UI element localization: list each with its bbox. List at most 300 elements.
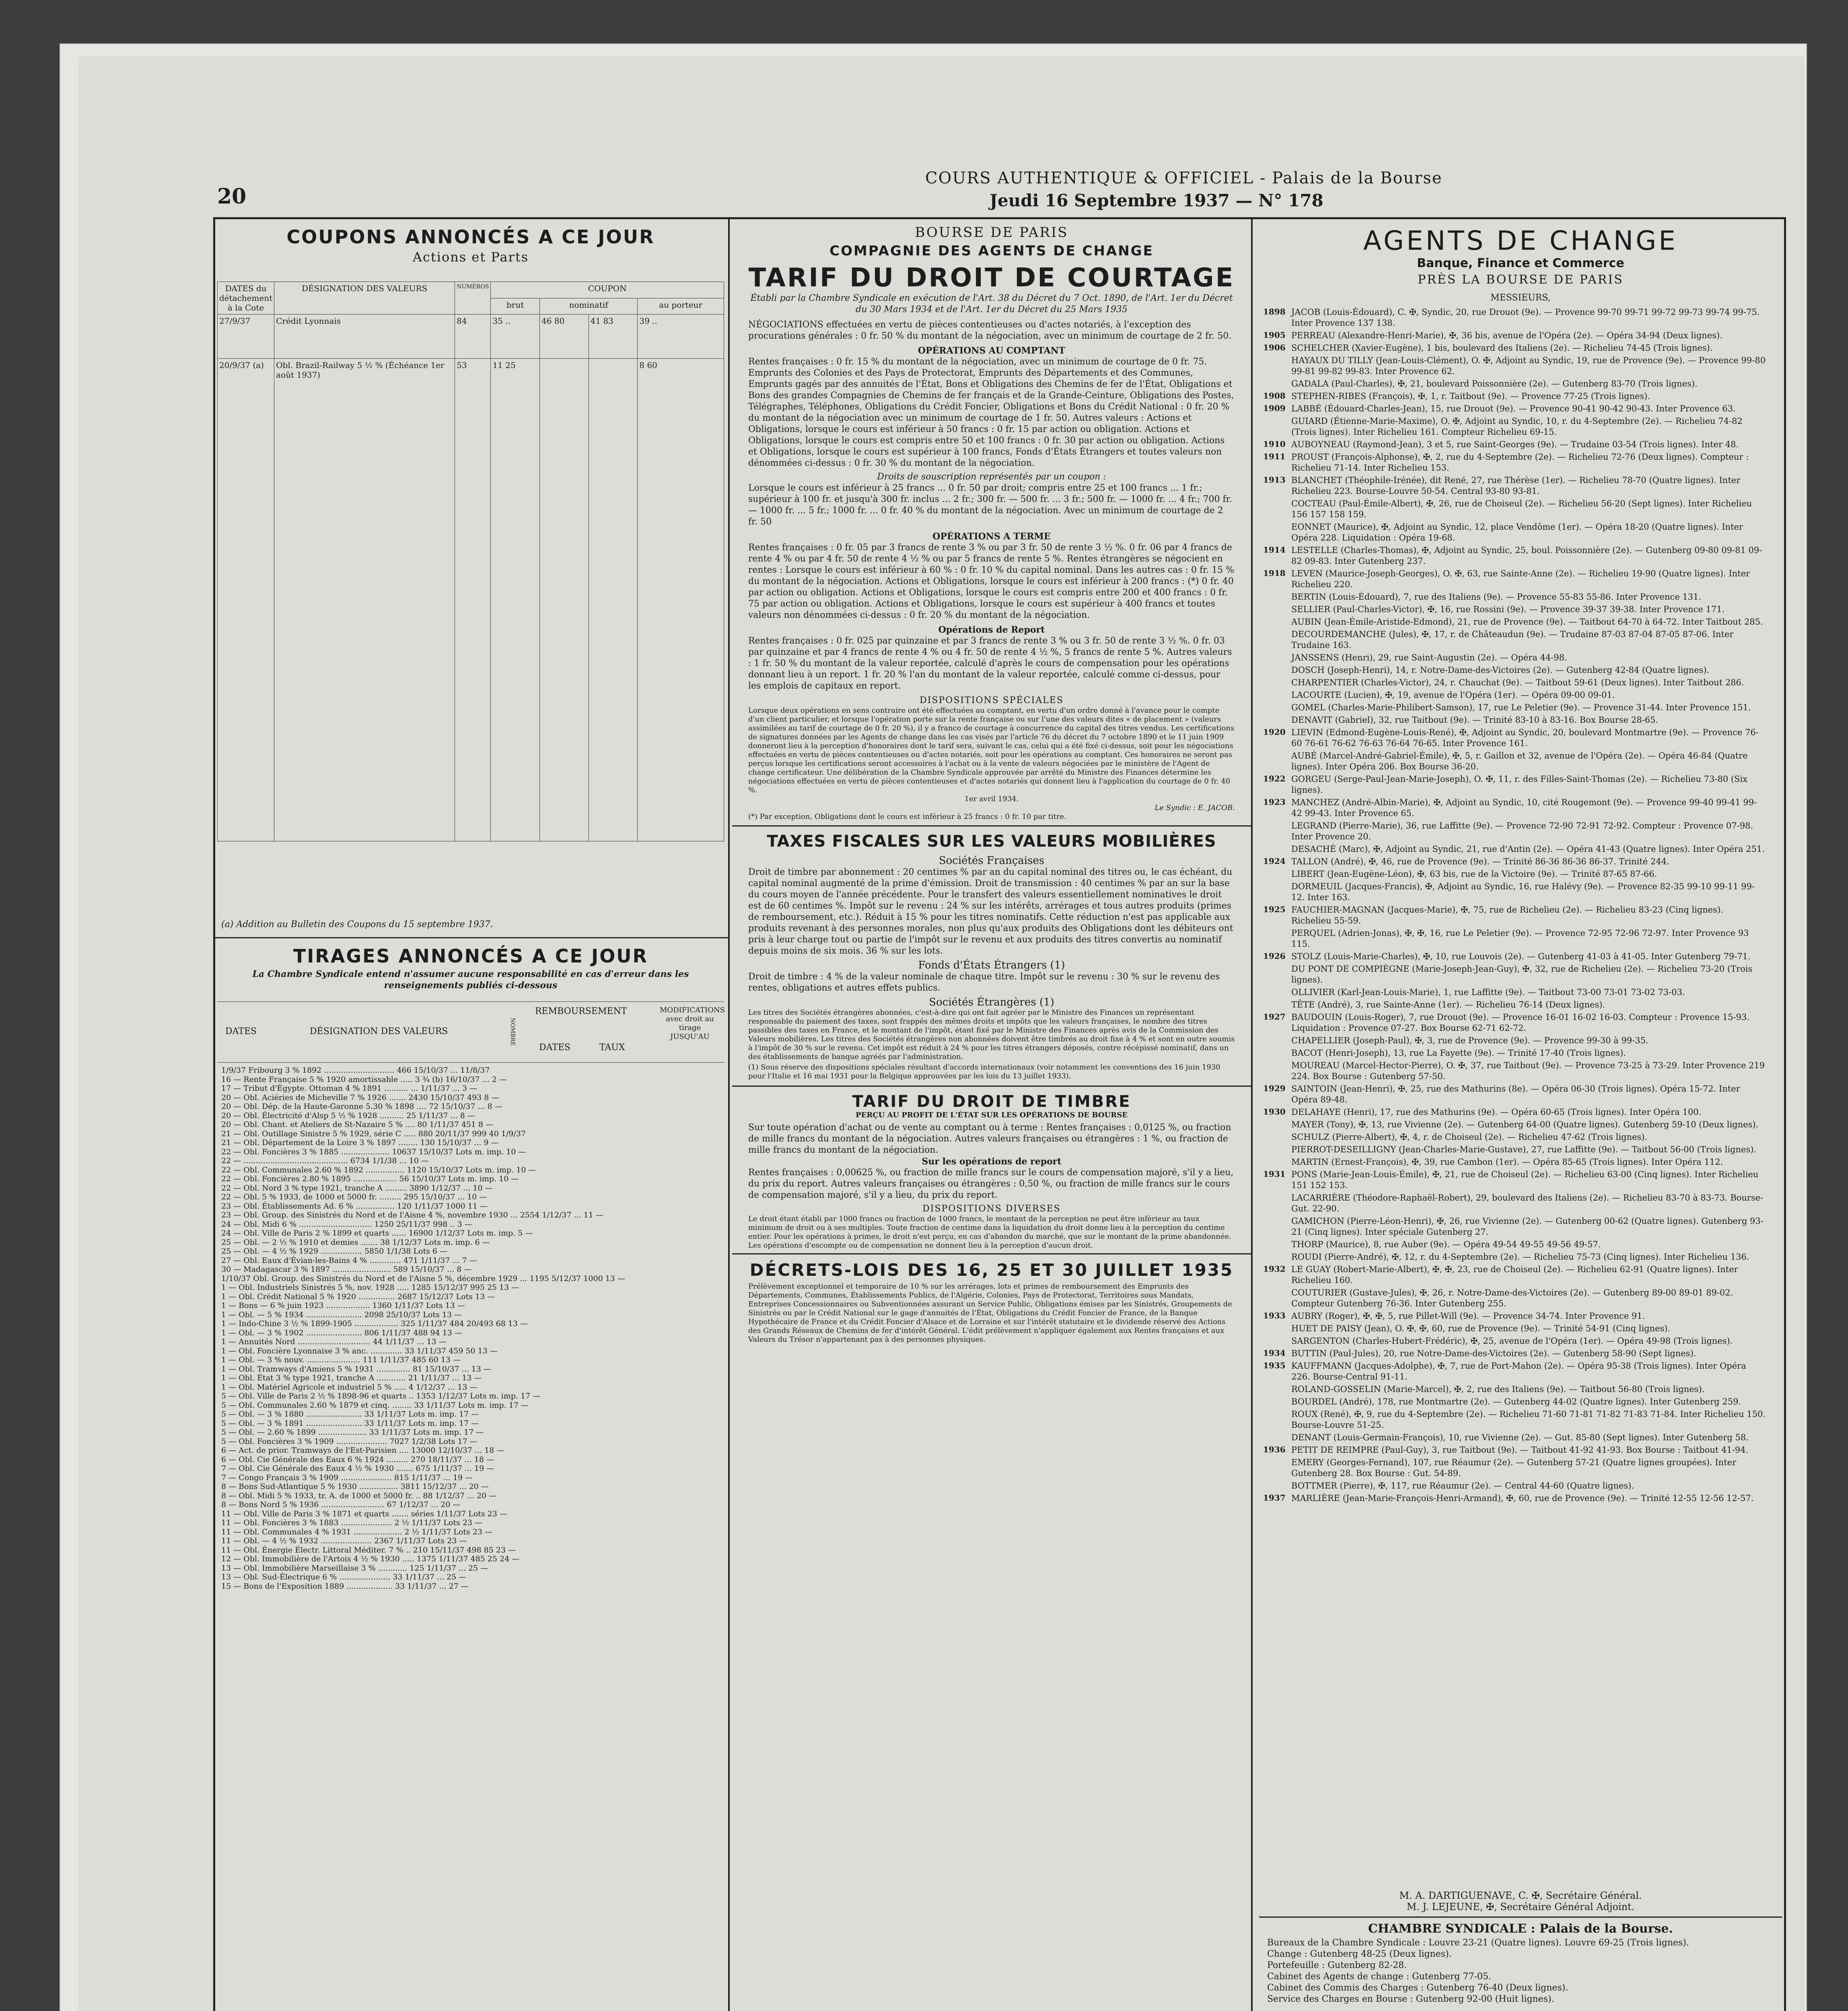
op-terme-title: OPÉRATIONS A TERME <box>932 531 1051 542</box>
agent-text: HAYAUX DU TILLY (Jean-Louis-Clément), O. ✠, Adjoint au Syndic, 19, rue de Provence (9e). — Provence 99-80 99-81 99-82 99-83. Inter Provence 62. <box>1291 356 1766 376</box>
agent-text: PERQUEL (Adrien-Jonas), ✠, ✠, 16, rue Le Peletier (9e). — Provence 72-95 72-96 72-97. Inter Provence 93 115. <box>1291 928 1749 949</box>
agent-text: MANCHEZ (André-Albin-Marie), ✠, Adjoint au Syndic, 10, cité Rougemont (9e). — Provence 99-40 99-41 99-42 99-43. Inter Provence 65. <box>1291 798 1757 818</box>
agent-text: PETIT DE REIMPRE (Paul-Guy), 3, rue Taitbout (9e). — Taitbout 41-92 41-93. Box Bourse : Taitbout 41-94. <box>1291 1445 1749 1455</box>
agents-secretaire-adj: M. J. LEJEUNE, ✠, Secrétaire Général Adjoint. <box>1406 1901 1635 1912</box>
coupon-name: Obl. Brazil-Railway 5 ½ % (Échéance 1er août 1937) <box>274 359 455 841</box>
agent-entry <box>1291 928 1766 950</box>
agent-text: BUTTIN (Paul-Jules), 20, rue Notre-Dame-des-Victoires (2e). — Gutenberg 58-90 (Sept lignes). <box>1291 1349 1696 1358</box>
agent-text: GAMICHON (Pierre-Léon-Henri), ✠, 26, rue Vivienne (2e). — Gutenberg 00-62 (Quatre lignes). Gutenberg 93-21 (Cinq lignes). Inter spéciale Gutenberg 27. <box>1291 1216 1764 1237</box>
agent-text: FAUCHIER-MAGNAN (Jacques-Marie), ✠, 75, rue de Richelieu (2e). — Richelieu 83-23 (Cinq lignes). Richelieu 55-59. <box>1291 905 1723 925</box>
agent-entry <box>1291 1396 1766 1407</box>
agent-year: 1909 <box>1263 403 1286 413</box>
agent-entry <box>1263 951 1766 962</box>
timbre-subtitle: PERÇU AU PROFIT DE L'ÉTAT SUR LES OPÉRATIONS DE BOURSE <box>856 1111 1128 1119</box>
tirage-row: 1 — Bons — 6 % juin 1923 .................. 1360 1/11/37 Lots 13 — <box>221 1301 465 1310</box>
tirage-row: 22 — Obl. Nord 3 % type 1921, tranche A ......... 3890 1/12/37 ... 10 — <box>221 1183 493 1193</box>
coupons-subtitle: Actions et Parts <box>412 249 529 265</box>
tirage-row: 1 — Annuités Nord .............................. 44 1/11/37 ... 13 — <box>221 1337 447 1346</box>
agent-entry <box>1263 797 1766 819</box>
agent-entry <box>1291 1287 1766 1309</box>
agent-year: 1908 <box>1263 391 1286 401</box>
tirage-row: 13 — Obl. Immobilière Marseillaise 3 % ............ 125 1/11/37 ... 25 — <box>221 1563 488 1573</box>
coupons-title: COUPONS ANNONCÉS A CE JOUR <box>286 226 655 248</box>
agent-text: AUBIN (Jean-Émile-Aristide-Edmond), 21, rue de Provence (9e). — Taitbout 64-70 à 64-72. Inter Taitbout 285. <box>1291 617 1763 627</box>
timbre-text: Sur toute opération d'achat ou de vente au comptant ou à terme : Rentes françaises : 0,0125 %, ou fraction de mille francs du montant de la négociation. Autres valeurs françaises ou étrangères : 1 %, ou fraction de mille francs du montant de la négociation. <box>748 1123 1231 1155</box>
dispositions-title: DISPOSITIONS SPÉCIALES <box>920 695 1064 705</box>
coupon-name: Crédit Lyonnais <box>274 315 455 359</box>
taxes-note: (1) Sous réserve des dispositions spéciales résultant d'accords internationaux (voir notamment les conventions des 16 juin 1930 pour l'Italie et 16 mai 1931 pour la Belgique approuvées par les lois du 13 juillet 1933). <box>748 1063 1220 1080</box>
agent-year: 1910 <box>1263 439 1286 449</box>
agent-entry <box>1291 1193 1766 1214</box>
agent-text: BOURDEL (André), 178, rue Montmartre (2e). — Gutenberg 44-02 (Quatre lignes). Inter Gutenberg 259. <box>1291 1397 1741 1406</box>
decrets-title: DÉCRETS-LOIS DES 16, 25 ET 30 JUILLET 1935 <box>749 1260 1234 1280</box>
agent-entry <box>1291 869 1766 880</box>
agent-entry <box>1291 844 1766 855</box>
agent-text: DORMEUIL (Jacques-Francis), ✠, Adjoint au Syndic, 16, rue Halévy (9e). — Provence 82-35 99-10 99-11 99-12. Inter 163. <box>1291 882 1755 902</box>
coupon-nom <box>540 359 589 841</box>
agent-text: LESTELLE (Charles-Thomas), ✠, Adjoint au Syndic, 25, boul. Poissonnière (2e). — Gutenberg 09-80 09-81 09-82 09-83. Inter Gutenberg 237. <box>1291 545 1762 566</box>
agent-entry <box>1291 1480 1766 1491</box>
agent-text: ROUDI (Pierre-André), ✠, 12, r. du 4-Septembre (2e). — Richelieu 75-73 (Cinq lignes). Inter Richelieu 136. <box>1291 1252 1749 1262</box>
agent-year: 1935 <box>1263 1361 1286 1370</box>
agent-text: AUBÉ (Marcel-André-Gabriel-Émile), ✠, 5, r. Gaillon et 32, avenue de l'Opéra (2e). — Opéra 46-84 (Quatre lignes). Inter Opéra 206. Box Bourse 36-20. <box>1291 751 1748 771</box>
agent-entry <box>1263 1311 1766 1322</box>
taxes-title: TAXES FISCALES SUR LES VALEURS MOBILIÈRES <box>767 832 1216 851</box>
agent-year: 1933 <box>1263 1311 1286 1320</box>
agent-entry <box>1263 1012 1766 1034</box>
taxes-societes-fr-text: Droit de timbre par abonnement : 20 centimes % par an du capital nominal des titres ou, le cas échéant, du capital nominal augmenté de la prime d'émission. Droit de transmission : 40 centimes % par an sur la base du cours moyen de l'année précédente. Pour le transfert des valeurs essentiellement nominatives le droit est de 60 centimes %. Impôt sur le revenu : 24 % sur les intérêts, arrérages et tous autres produits (primes de remboursement, etc.). Réduit à 15 % pour les titres nominatifs. Cette réduction n'est pas applicable aux produits revenant à des personnes morales, non plus qu'aux produits des Obligations dont les débiteurs ont pris à leur charge tout ou partie de l'impôt sur le revenu et aux produits des titres convertis au nominatif depuis moins de six mois. 36 % sur les lots. <box>748 867 1233 956</box>
agent-text: KAUFFMANN (Jacques-Adolphe), ✠, 7, rue de Port-Mahon (2e). — Opéra 95-38 (Trois lignes). Inter Opéra 226. Bourse-Central 91-11. <box>1291 1361 1746 1382</box>
agent-entry <box>1263 391 1766 402</box>
courtage-bourse: BOURSE DE PARIS <box>915 224 1068 241</box>
agent-entry <box>1291 1323 1766 1334</box>
agent-text: BLANCHET (Théophile-Irénée), dit René, 27, rue Thérèse (1er). — Richelieu 78-70 (Quatre lignes). Inter Richelieu 223. Bourse-Louvre 50-54. Central 93-80 93-81. <box>1291 475 1741 496</box>
tirage-row: 24 — Obl. Ville de Paris 2 % 1899 et quarts ...... 16900 1/12/37 Lots m. imp. 5 — <box>221 1229 533 1238</box>
report-text: Rentes françaises : 0 fr. 025 par quinzaine et par 3 francs de rente 3 % ou 3 fr. 50 de rente 3 ½ %. 0 fr. 03 par quinzaine et par 4 francs de rente 4 % ou 4 fr. 50 de rente 4 ½ %, 5 francs de rente 5 %. Autres valeurs : 1 fr. 50 % du montant de la valeur reportée, calculé d'après le cours de compensation pour les opérations donnant lieu à un report. 1 fr. 20 % l'an du montant de la valeur reportée, calculé comme ci-dessus, pour les emplois de capitaux en report. <box>748 636 1232 691</box>
taxes-fonds-title: Fonds d'États Étrangers (1) <box>918 959 1065 971</box>
tirage-row: 1 — Obl. Foncière Lyonnaise 3 % anc. ............. 33 1/11/37 459 50 13 — <box>221 1346 498 1355</box>
newspaper-page <box>201 161 1790 2011</box>
agent-entry <box>1291 1119 1766 1130</box>
agent-text: THORP (Maurice), 8, rue Auber (9e). — Opéra 49-54 49-55 49-56 49-57. <box>1291 1240 1601 1249</box>
tirages-list <box>221 1066 724 2011</box>
agent-year: 1918 <box>1263 568 1286 578</box>
agent-entry <box>1291 820 1766 842</box>
agent-text: LABBÉ (Édouard-Charles-Jean), 15, rue Drouot (9e). — Provence 90-41 90-42 90-43. Inter Provence 63. <box>1291 404 1736 413</box>
agent-year: 1922 <box>1263 774 1286 783</box>
divider <box>732 1086 1251 1087</box>
agent-year: 1930 <box>1263 1107 1286 1117</box>
divider <box>732 825 1251 827</box>
header-title: COURS AUTHENTIQUE & OFFICIEL - Palais de la Bourse <box>925 169 1443 187</box>
agent-entry <box>1263 452 1766 473</box>
coupon-port <box>589 359 638 841</box>
agent-entry <box>1291 702 1766 713</box>
agent-text: AUBRY (Roger), ✠, ✠, 5, rue Pillet-Will (9e). — Provence 34-74. Inter Provence 91. <box>1291 1311 1645 1321</box>
op-terme-text: Rentes françaises : 0 fr. 05 par 3 francs de rente 3 % ou par 3 fr. 50 de rente 3 ½ %. 0 fr. 06 par 4 francs de rente 4 % ou par 4 fr. 50 de rente 4 ½ % ou par 5 francs de rente 5 %. Rentes étrangères se négocient en rentes : Lorsque le cours est inférieur à 60 % : 0 fr. 10 % du capital nominal. Dans les autres cas : 0 fr. 15 % du montant de la négociation. Actions et Obligations, lorsque le cours est inférieur à 200 francs : (*) 0 fr. 40 par action ou obligation. Actions et Obligations, lorsque le cours est compris entre 200 et 400 francs : 0 fr. 75 par action ou obligation. Actions et Obligations, lorsque le cours est supérieur à 400 francs et toutes valeurs non dénommées ci-dessus : 0 fr. 20 % du montant de la négociation. <box>748 543 1235 620</box>
timbre-dispositions-text: Le droit étant établi par 1000 francs ou fraction de 1000 francs, le montant de la perception ne peut être inférieur au taux minimum de droit ou à ses multiples. Toute fraction de centime dans la liquidation du droit donne lieu à la perception du centime entier. Pour les opérations à primes, le droit n'est perçu, en cas d'abandon du marché, que sur le montant de la prime abandonnée. Les opérations d'escompte ou de compensation ne donnent lieu à la perception d'aucun droit. <box>748 1215 1231 1250</box>
agent-entry <box>1291 1132 1766 1143</box>
coupon-num: 53 <box>455 359 491 841</box>
agent-entry <box>1291 964 1766 985</box>
tirage-row: 22 — Obl. Communales 2.60 % 1892 ................ 1120 15/10/37 Lots m. imp. 10 — <box>221 1165 536 1174</box>
column-middle <box>732 217 1253 2011</box>
op-comptant-title: OPÉRATIONS AU COMPTANT <box>918 345 1066 356</box>
agent-text: EONNET (Maurice), ✠, Adjoint au Syndic, 12, place Vendôme (1er). — Opéra 18-20 (Quatre lignes). Inter Opéra 228. Liquidation : Opéra 19-68. <box>1291 522 1743 543</box>
tirages-col-taux: TAUX <box>599 1043 625 1053</box>
agent-text: GUIARD (Étienne-Marie-Maxime), O. ✠, Adjoint au Syndic, 10, r. du 4-Septembre (2e). — Richelieu 74-82 (Trois lignes). Inter Richelieu 161. Compteur Richelieu 69-15. <box>1291 416 1743 437</box>
agent-entry <box>1291 751 1766 772</box>
agent-text: PROUST (François-Alphonse), ✠, 2, rue du 4-Septembre (2e). — Richelieu 72-76 (Deux lignes). Compteur : Richelieu 71-14. Inter Richelieu 153. <box>1291 452 1749 473</box>
taxes-soc-etr-title: Sociétés Étrangères (1) <box>929 996 1054 1008</box>
agent-text: MARTIN (Ernest-François), ✠, 39, rue Cambon (1er). — Opéra 85-65 (Trois lignes). Inter Opéra 112. <box>1291 1157 1723 1167</box>
tirage-row: 1 — Obl. Crédit National 5 % 1920 ............... 2687 15/12/37 Lots 13 — <box>221 1292 495 1301</box>
coupons-col-coupon: COUPON <box>491 282 724 298</box>
tirage-row: 11 — Obl. Énergie Électr. Littoral Méditer. 7 % .. 210 15/11/37 498 85 23 — <box>221 1545 516 1555</box>
tirage-row: 20 — Obl. Électricité d'Alsp 5 ½ % 1928 .......... 25 1/11/37 ... 8 — <box>221 1111 475 1120</box>
agent-entry <box>1291 1252 1766 1263</box>
coupon-num: 84 <box>455 315 491 359</box>
timbre-title: TARIF DU DROIT DE TIMBRE <box>852 1092 1131 1111</box>
tirages-title: TIRAGES ANNONCÉS A CE JOUR <box>293 945 648 967</box>
tirage-row: 15 — Bons de l'Exposition 1889 ................... 33 1/11/37 ... 27 — <box>221 1581 469 1591</box>
agent-text: MOUREAU (Marcel-Hector-Pierre), O. ✠, 37, rue Taitbout (9e). — Provence 73-25 à 73-29. Inter Provence 219 224. Box Bourse : Gutenberg 57-50. <box>1291 1061 1765 1081</box>
agent-year: 1925 <box>1263 905 1286 914</box>
tirage-row: 1/10/37 Obl. Group. des Sinistrés du Nord et de l'Aisne 5 %, décembre 1929 ... 1195 5/12/37 1000 13 — <box>221 1274 625 1283</box>
coupons-col-designation: DÉSIGNATION DES VALEURS <box>274 282 455 315</box>
agent-entry <box>1291 1336 1766 1347</box>
agent-entry <box>1291 498 1766 520</box>
tirage-row: 11 — Obl. Foncières 3 % 1883 ..................... 2 ½ 1/11/37 Lots 23 — <box>221 1518 483 1527</box>
tirage-row: 21 — Obl. Département de la Loire 3 % 1897 ........ 130 15/10/37 ... 9 — <box>221 1138 499 1147</box>
tirage-row: 11 — Obl. Ville de Paris 3 % 1871 et quarts ....... séries 1/11/37 Lots 23 — <box>221 1509 507 1518</box>
agent-text: GADALA (Paul-Charles), ✠, 21, boulevard Poissonnière (2e). — Gutenberg 83-70 (Trois lignes). <box>1291 379 1698 389</box>
agent-text: GOMEL (Charles-Marie-Philibert-Samson), 17, rue Le Peletier (9e). — Provence 31-44. Inter Provence 151. <box>1291 703 1751 712</box>
courtage-date: 1er avril 1934. <box>964 795 1019 803</box>
page-number: 20 <box>217 184 247 209</box>
tirage-row: 13 — Obl. Sud-Électrique 6 % ..................... 33 1/11/37 ... 25 — <box>221 1573 467 1581</box>
tirage-row: 6 — Obl. Cie Générale des Eaux 6 % 1924 ......... 270 18/11/37 ... 18 — <box>221 1455 494 1464</box>
timbre-report-text: Rentes françaises : 0,00625 %, ou fraction de mille francs sur le cours de compensation majoré, s'il y a lieu, du prix du report. Autres valeurs françaises ou étrangères : 0,50 %, ou fraction de mille francs sur le cours de compensation majoré, s'il y a lieu, du prix du report. <box>748 1168 1234 1200</box>
agent-year: 1923 <box>1263 797 1286 807</box>
agent-text: LACARRIÈRE (Théodore-Raphaël-Robert), 29, boulevard des Italiens (2e). — Richelieu 83-70 à 83-73. Bourse-Gut. 22-90. <box>1291 1193 1764 1213</box>
agent-year: 1934 <box>1263 1348 1286 1358</box>
agents-messieurs: MESSIEURS, <box>1490 293 1551 303</box>
tirages-header <box>217 1001 724 1063</box>
agent-entry <box>1263 439 1766 450</box>
tirage-row: 1 — Obl. État 3 % type 1921, tranche A ............ 21 1/11/37 ... 13 — <box>221 1374 482 1382</box>
agent-text: SAINTOIN (Jean-Henri), ✠, 25, rue des Mathurins (8e). — Opéra 06-30 (Trois lignes). Opéra 15-72. Inter Opéra 89-48. <box>1291 1084 1740 1104</box>
courtage-negociations: NÉGOCIATIONS effectuées en vertu de pièces contentieuses ou d'actes notariés, à l'exception des procurations générales : 0 fr. 50 % du montant de la négociation, avec un minimum de courtage de 2 fr. 50. <box>748 320 1232 341</box>
coupon-nom: 46 80 <box>540 315 589 359</box>
header-date: Jeudi 16 Septembre 1937 — N° 178 <box>990 191 1323 210</box>
agent-text: LACOURTE (Lucien), ✠, 19, avenue de l'Opéra (1er). — Opéra 09-00 09-01. <box>1291 690 1615 700</box>
report-title: Opérations de Report <box>938 625 1045 635</box>
agent-entry <box>1263 1107 1766 1118</box>
agent-entry <box>1291 987 1766 998</box>
coupons-col-porteur: au porteur <box>638 298 724 315</box>
agent-text: BAUDOUIN (Louis-Roger), 7, rue Drouot (9e). — Provence 16-01 16-02 16-03. Compteur : Provence 15-93. Liquidation : Provence 07-27. Box Bourse 62-71 62-72. <box>1291 1012 1750 1033</box>
coupons-note: (a) Addition au Bulletin des Coupons du 15 septembre 1937. <box>221 919 493 929</box>
courtage-compagnie: COMPAGNIE DES AGENTS DE CHANGE <box>829 243 1154 259</box>
tirage-row: 1 — Obl. Industriels Sinistrés 5 %, nov. 1928 ..... 1285 15/12/37 995 25 13 — <box>221 1283 519 1292</box>
coupons-table <box>217 282 724 841</box>
agent-text: EMERY (Georges-Fernand), 107, rue Réaumur (2e). — Gutenberg 57-21 (Quatre lignes groupées). Inter Gutenberg 28. Box Bourse : Gut. 54-89. <box>1291 1458 1737 1478</box>
agent-entry <box>1291 1239 1766 1250</box>
agent-entry <box>1291 1060 1766 1082</box>
agent-text: ROUX (René), ✠, 9, rue du 4-Septembre (2e). — Richelieu 71-60 71-81 71-82 71-83 71-84. Inter Richelieu 150. Bourse-Louvre 51-25. <box>1291 1409 1766 1430</box>
agent-text: COUTURIER (Gustave-Jules), ✠, 26, r. Notre-Dame-des-Victoires (2e). — Gutenberg 89-00 89-01 89-02. Compteur Gutenberg 76-36. Inter Gutenberg 255. <box>1291 1288 1733 1308</box>
agent-year: 1926 <box>1263 951 1286 961</box>
agent-entry <box>1263 330 1766 341</box>
coupons-col-nominatif: nominatif <box>540 298 638 315</box>
coupon-brut: 11 25 <box>491 359 540 841</box>
agent-text: LIBERT (Jean-Eugène-Léon), ✠, 63 bis, rue de la Victoire (9e). — Trinité 87-65 87-66. <box>1291 869 1657 879</box>
tirage-row: 6 — Act. de prior. Tramways de l'Est-Parisien .... 13000 12/10/37 ... 18 — <box>221 1446 504 1455</box>
agent-entry <box>1263 1169 1766 1191</box>
agent-entry <box>1291 522 1766 543</box>
agent-entry <box>1291 881 1766 903</box>
agent-year: 1906 <box>1263 343 1286 352</box>
tirages-col-modif: MODIFICATIONS avec droit au tirage JUSQU'AU <box>660 1006 725 1041</box>
agent-text: TÊTE (André), 3, rue Sainte-Anne (1er). — Richelieu 76-14 (Deux lignes). <box>1291 1000 1605 1010</box>
agent-entry <box>1291 652 1766 663</box>
agent-entry <box>1263 856 1766 867</box>
droits-text: Lorsque le cours est inférieur à 25 francs ... 0 fr. 50 par droit; compris entre 25 et 100 francs ... 1 fr.; supérieur à 100 fr. et jusqu'à 300 fr. inclus ... 2 fr.; 300 fr. — 500 fr. ... 3 fr.; 500 fr. — 1000 fr. ... 4 fr.; 700 fr. — 1000 fr. ... 5 fr.; 1000 fr. ... 0 fr. 40 % du montant de la négociation. Avec un minimum de courtage de 2 fr. 50 <box>748 483 1232 527</box>
coupons-col-dates: DATES du détachement à la Cote <box>218 282 274 315</box>
coupon-date: 27/9/37 <box>218 315 274 359</box>
tirage-row: 22 — Obl. 5 % 1933, de 1000 et 5000 fr. ......... 295 15/10/37 ... 10 — <box>221 1193 487 1201</box>
agent-entry <box>1291 1144 1766 1155</box>
agent-entry <box>1291 416 1766 438</box>
tirage-row: 1 — Indo-Chine 3 ½ % 1899-1905 .................. 325 1/11/37 484 20/493 68 13 — <box>221 1319 528 1328</box>
tirage-row: 1/9/37 Fribourg 3 % 1892 ............................. 466 15/10/37 ... 11/8/37 <box>221 1066 490 1075</box>
chambre-lines <box>1259 1936 1782 2007</box>
tirage-row: 20 — Obl. Aciéries de Micheville 7 % 1926 ....... 2430 15/10/37 493 8 — <box>221 1093 499 1102</box>
agent-text: MAYER (Tony), ✠, 13, rue Vivienne (2e). — Gutenberg 64-00 (Quatre lignes). Gutenberg 59-10 (Deux lignes). <box>1291 1120 1759 1129</box>
courtage-signature: Le Syndic : E. JACOB. <box>1154 804 1235 812</box>
agent-entry <box>1291 677 1766 688</box>
tirage-row: 5 — Obl. Foncières 3 % 1909 ..................... 7027 1/2/38 Lots 17 — <box>221 1437 477 1446</box>
chambre-title: CHAMBRE SYNDICALE : Palais de la Bourse. <box>1368 1922 1673 1936</box>
tirage-row: 21 — Obl. Outillage Sinistre 5 % 1929, série C ..... 880 20/11/37 999 40 1/9/37 <box>221 1129 526 1138</box>
agent-entry <box>1291 1216 1766 1238</box>
courtage-title: TARIF DU DROIT DE COURTAGE <box>748 263 1235 293</box>
agent-year: 1914 <box>1263 545 1286 555</box>
agent-text: DECOURDEMANCHE (Jules), ✠, 17, r. de Châteaudun (9e). — Trudaine 87-03 87-04 87-05 87-06. Inter Trudaine 163. <box>1291 629 1734 650</box>
coupons-col-brut: brut <box>491 298 540 315</box>
agent-entry <box>1263 774 1766 796</box>
timbre-dispositions-title: DISPOSITIONS DIVERSES <box>922 1204 1061 1214</box>
agent-entry <box>1291 690 1766 701</box>
tirage-row: 1 — Obl. Tramways d'Amiens 5 % 1931 .............. 81 15/10/37 ... 13 — <box>221 1364 491 1374</box>
agent-entry <box>1263 307 1766 329</box>
agents-title: AGENTS DE CHANGE <box>1363 225 1678 256</box>
op-comptant-text: Rentes françaises : 0 fr. 15 % du montant de la négociation, avec un minimum de courtage de 0 fr. 75. Emprunts des Colonies et des Pays de Protectorat, Emprunts des Départements et des Communes, Emprunts gagés par des annuités de l'État, Bons et Obligations des Chemins de fer de l'État, Obligations et Bons des grandes Compagnies de Chemins de fer français et de la Grande-Ceinture, Obligations des Postes, Télégraphes, Téléphones, Obligations du Crédit Foncier, Obligations et Bons du Crédit National : 0 fr. 20 % du montant de la négociation avec un minimum de courtage de 1 fr. 50. Autres valeurs : Actions et Obligations, lorsque le cours est inférieur à 50 francs : 0 fr. 15 par action ou obligation. Actions et Obligations, lorsque le cours est compris entre 50 et 100 francs : 0 fr. 30 par action ou obligation. Actions et Obligations, lorsque le cours est supérieur à 100 francs, Fonds d'États Étrangers et toutes valeurs non dénommées ci-dessus : 0 fr. 30 % du montant de la négociation. <box>748 357 1234 468</box>
tirage-row: 1 — Obl. — 5 % 1934 ....................... 2098 25/10/37 Lots 13 — <box>221 1310 462 1319</box>
agent-year: 1905 <box>1263 330 1286 340</box>
agent-entry <box>1263 403 1766 414</box>
tirage-row: 22 — Obl. Foncières 3 % 1885 .................... 10637 15/10/37 Lots m. imp. 10 — <box>221 1147 526 1156</box>
coupon-date: 20/9/37 (a) <box>218 359 274 841</box>
tirage-row: 11 — Obl. Communales 4 % 1931 .................... 2 ½ 1/11/37 Lots 23 — <box>221 1527 493 1536</box>
agent-text: JANSSENS (Henri), 29, rue Saint-Augustin (2e). — Opéra 44-98. <box>1291 653 1567 662</box>
coupon-brut: 35 .. <box>491 315 540 359</box>
agent-entry <box>1291 1035 1766 1046</box>
agent-text: AUBOYNEAU (Raymond-Jean), 3 et 5, rue Saint-Georges (9e). — Trudaine 03-54 (Trois lignes). Inter 48. <box>1291 440 1739 449</box>
tirage-row: 11 — Obl. — 4 ½ % 1932 ..................... 2367 1/11/37 Lots 23 — <box>221 1536 467 1545</box>
agent-text: BACOT (Henri-Joseph), 13, rue La Fayette (9e). — Trinité 17-40 (Trois lignes). <box>1291 1048 1626 1058</box>
agent-text: CHAPELLIER (Joseph-Paul), ✠, 3, rue de Provence (9e). — Provence 99-30 à 99-35. <box>1291 1036 1648 1045</box>
agent-text: STOLZ (Louis-Marie-Charles), ✠, 10, rue Louvois (2e). — Gutenberg 41-03 à 41-05. Inter Gutenberg 79-71. <box>1291 952 1751 961</box>
agent-year: 1936 <box>1263 1445 1286 1454</box>
tirage-row: 20 — Obl. Dép. de la Haute-Garonne 5.30 % 1898 .... 72 15/10/37 ... 8 — <box>221 1102 502 1111</box>
agent-entry <box>1291 378 1766 389</box>
agent-entry <box>1291 592 1766 602</box>
agent-entry <box>1263 1264 1766 1286</box>
agent-text: SCHELCHER (Xavier-Eugène), 1 bis, boulevard des Italiens (2e). — Richelieu 74-45 (Trois lignes). <box>1291 343 1713 353</box>
agent-text: DESACHÉ (Marc), ✠, Adjoint au Syndic, 21, rue d'Antin (2e). — Opéra 41-43 (Quatre lignes). Inter Opéra 251. <box>1291 844 1765 854</box>
agent-text: GORGEU (Serge-Paul-Jean-Marie-Joseph), O. ✠, 11, r. des Filles-Saint-Thomas (2e). — Richelieu 73-80 (Six lignes). <box>1291 774 1748 795</box>
agent-text: OLLIVIER (Karl-Jean-Louis-Marie), 1, rue Laffitte (9e). — Taitbout 73-00 73-01 73-02 73-03. <box>1291 987 1685 997</box>
agent-entry <box>1263 343 1766 354</box>
page-header <box>201 161 1790 209</box>
tirage-row: 8 — Obl. Midi 5 % 1933, tr. A. de 1000 et 5000 fr. .. 88 1/12/37 ... 20 — <box>221 1491 497 1500</box>
divider <box>1259 1916 1782 1918</box>
agent-entry <box>1291 1384 1766 1395</box>
agents-subtitle: Banque, Finance et Commerce <box>1417 256 1624 270</box>
agent-year: 1937 <box>1263 1493 1286 1503</box>
agent-text: LEVEN (Maurice-Joseph-Georges), O. ✠, 63, rue Sainte-Anne (2e). — Richelieu 19-90 (Quatre lignes). Inter Richelieu 220. <box>1291 569 1750 589</box>
chambre-line: Cabinet des Agents de change : Gutenberg 77-05. <box>1267 1972 1492 1982</box>
tirage-row: 8 — Bons Sud-Atlantique 5 % 1930 ................ 3811 15/12/37 ... 20 — <box>221 1482 489 1491</box>
agent-text: BERTIN (Louis-Édouard), 7, rue des Italiens (9e). — Provence 55-83 55-86. Inter Provence 131. <box>1291 592 1702 602</box>
agent-text: CHARPENTIER (Charles-Victor), 24, r. Chauchat (9e). — Taitbout 59-61 (Deux lignes). Inter Taitbout 286. <box>1291 678 1744 687</box>
agent-text: SELLIER (Paul-Charles-Victor), ✠, 16, rue Rossini (9e). — Provence 39-37 39-38. Inter Provence 171. <box>1291 605 1725 614</box>
tirages-col-rdates: DATES <box>539 1043 571 1053</box>
tirage-row: 1 — Obl. — 3 % nouv. ...................... 111 1/11/37 485 60 13 — <box>221 1355 461 1364</box>
chambre-line: Portefeuille : Gutenberg 82-28. <box>1267 1960 1407 1970</box>
tirage-row: 20 — Obl. Chant. et Ateliers de St-Nazaire 5 % .... 80 1/11/37 451 8 — <box>221 1120 494 1129</box>
decrets-text: Prélèvement exceptionnel et temporaire de 10 % sur les arrérages, lots et primes de remboursement des Emprunts des Départements, Communes, Établissements Publics, de l'Algérie, Colonies, Pays de Protectorat, Territoires sous Mandats, Entreprises Concessionnaires ou Subventionnées assurant un Service Public, Obligations émises par les Sinistrés, Groupements de Sinistrés ou par le Crédit National sur le gage d'annuités de l'État, Obligations du Crédit Foncier de France, de la Banque Hypothécaire de France et du Crédit Foncier d'Alsace et de Lorraine et sur l'intérêt statutaire et le dividende réservé des Actions des Grands Réseaux de Chemins de fer d'intérêt Général. L'édit prélèvement n'appliquer également aux Rentes françaises et aux Valeurs du Trésor n'appartenant pas à des personnes physiques. <box>748 1282 1232 1344</box>
tirages-subtitle: La Chambre Syndicale entend n'assumer aucune responsabilité en cas d'erreur dans les renseignements publiés ci-dessous <box>252 969 689 991</box>
timbre-report-title: Sur les opérations de report <box>922 1156 1062 1167</box>
dispositions-text: Lorsque deux opérations en sens contraire ont été effectuées au comptant, en vertu d'un ordre donné à l'avance pour le compte d'un client particulier, et lorsque l'opération porte sur la rente française ou sur l'une des valeurs dites « de placement » (valeurs assimilées au tarif de courtage de 0 fr. 20 %), il y a franco de courtage à concurrence du capital des titres vendus. Les certifications de signatures données par les Agents de change dans les cas visés par l'article 76 du décret du 7 octobre 1890 et le 11 juin 1909 donneront lieu à la perception d'honoraires dont le tarif sera, suivant le cas, celui qui a été fixé ci-dessus, soit pour les négociations effectuées en vertu de pièces contentieuses ou d'actes notariés, soit pour les opérations au comptant. Ces honoraires ne seront pas perçus lorsque les certifications seront accessoires à l'achat ou à la vente de valeurs négociées par le ministère de l'Agent de change certificateur. Une délibération de la Chambre Syndicale approuvée par arrêté du Ministre des Finances détermine les négociations effectuées en vertu de pièces contentieuses et d'actes notariés qui donnent lieu à l'application du courtage de 0 fr. 40 %. <box>748 706 1235 794</box>
divider <box>732 1253 1251 1254</box>
agent-entry <box>1291 629 1766 651</box>
agent-text: PIERROT-DESEILLIGNY (Jean-Charles-Marie-Gustave), 27, rue Laffitte (9e). — Taitbout 56-00 (Trois lignes). <box>1291 1145 1757 1154</box>
agent-year: 1911 <box>1263 452 1286 461</box>
agent-text: LEGRAND (Pierre-Marie), 36, rue Laffitte (9e). — Provence 72-90 72-91 72-92. Compteur : Provence 07-98. Inter Provence 20. <box>1291 821 1753 841</box>
agent-year: 1931 <box>1263 1169 1286 1179</box>
agent-text: MARLIÈRE (Jean-Marie-François-Henri-Armand), ✠, 60, rue de Provence (9e). — Trinité 12-55 12-56 12-57. <box>1291 1493 1754 1503</box>
tirage-row: 5 — Obl. Communales 2.60 % 1879 et cinq. ........ 33 1/11/37 Lots m. imp. 17 — <box>221 1400 529 1410</box>
agent-year: 1898 <box>1263 307 1286 317</box>
tirage-row: 7 — Congo Français 3 % 1909 ..................... 815 1/11/37 ... 19 — <box>221 1473 473 1482</box>
agent-text: DU PONT DE COMPIÈGNE (Marie-Joseph-Jean-Guy), ✠, 32, rue de Richelieu (2e). — Richelieu 73-20 (Trois lignes). <box>1291 964 1753 985</box>
agent-entry <box>1291 999 1766 1010</box>
tirage-row: 30 — Madagascar 3 % 1897 ........................ 589 15/10/37 ... 8 — <box>221 1265 472 1274</box>
agent-text: HUET DE PAISY (Jean), O. ✠, ✠, 60, rue de Provence (9e). — Trinité 54-91 (Cinq lignes). <box>1291 1324 1671 1333</box>
column-right <box>1259 217 1782 2011</box>
column-left <box>213 217 730 2011</box>
agent-text: PONS (Marie-Jean-Louis-Émile), ✠, 21, rue de Choiseul (2e). — Richelieu 63-00 (Cinq lignes). Inter Richelieu 151 152 153. <box>1291 1170 1759 1190</box>
tirage-row: 25 — Obl. — 4 ½ % 1929 ................. 5850 1/1/38 Lots 6 — <box>221 1247 448 1256</box>
agent-entry <box>1263 1361 1766 1382</box>
agent-entry <box>1291 715 1766 726</box>
agent-entry <box>1291 1432 1766 1443</box>
tirages-col-dates: DATES <box>225 1026 257 1036</box>
agent-entry <box>1263 1348 1766 1359</box>
tirage-row: 5 — Obl. — 3 % 1891 ....................... 33 1/11/37 Lots m. imp. 17 — <box>221 1419 479 1428</box>
tirage-row: 7 — Obl. Cie Générale des Eaux 4 ½ % 1930 ....... 675 1/11/37 ... 19 — <box>221 1464 494 1473</box>
tirages-col-designation: DÉSIGNATION DES VALEURS <box>310 1026 448 1036</box>
tirages-col-remboursement: REMBOURSEMENT <box>535 1006 627 1016</box>
agent-text: TALLON (André), ✠, 46, rue de Provence (9e). — Trinité 86-36 86-36 86-37. Trinité 244. <box>1291 857 1669 866</box>
chambre-line: Change : Gutenberg 48-25 (Deux lignes). <box>1267 1949 1452 1959</box>
coupon-port2: 8 60 <box>638 359 724 841</box>
agent-entry <box>1263 545 1766 567</box>
tirage-row: 23 — Obl. Établissements Ad. 6 % ................ 120 1/11/37 1000 11 — <box>221 1201 488 1211</box>
agent-text: ROLAND-GOSSELIN (Marie-Marcel), ✠, 2, rue des Italiens (9e). — Taitbout 56-80 (Trois lignes). <box>1291 1384 1705 1394</box>
agent-text: SCHULZ (Pierre-Albert), ✠, 4, r. de Choiseul (2e). — Richelieu 47-62 (Trois lignes). <box>1291 1132 1648 1142</box>
agent-year: 1927 <box>1263 1012 1286 1022</box>
agent-entry <box>1291 665 1766 676</box>
tirage-row: 1 — Obl. — 3 % 1902 ....................... 806 1/11/37 488 94 13 — <box>221 1328 462 1337</box>
taxes-fonds-text: Droit de timbre : 4 % de la valeur nominale de chaque titre. Impôt sur le revenu : 30 % sur le revenu des rentes, obligations et autres effets publics. <box>748 972 1220 993</box>
tirages-col-nombre: NOMBRE <box>509 1018 516 1046</box>
tirage-row: 17 — Tribut d'Égypte. Ottoman 4 % 1891 .......... ... 1/11/37 ... 3 — <box>221 1084 477 1093</box>
agent-year: 1920 <box>1263 727 1286 737</box>
droits-title: Droits de souscription représentés par un coupon : <box>877 472 1106 482</box>
agent-entry <box>1291 355 1766 377</box>
tirage-row: 23 — Obl. Group. des Sinistrés du Nord et de l'Aisne 4 %, novembre 1930 ... 2554 1/12/37 ... 11 — <box>221 1211 604 1219</box>
agent-entry <box>1263 727 1766 749</box>
taxes-societes-fr: Sociétés Françaises <box>938 855 1045 867</box>
agent-text: LIEVIN (Edmond-Eugène-Louis-René), ✠, Adjoint au Syndic, 20, boulevard Montmartre (9e). — Provence 76-60 76-61 76-62 76-63 76-64 76-65. Inter Provence 161. <box>1291 728 1759 748</box>
agents-secretaire: M. A. DARTIGUENAVE, C. ✠, Secrétaire Général. <box>1399 1890 1642 1901</box>
agent-entry <box>1263 1493 1766 1504</box>
tirage-row: 5 — Obl. Ville de Paris 2 ½ % 1898-96 et quarts .. 1353 1/12/37 Lots m. imp. 17 — <box>221 1392 541 1400</box>
agent-entry <box>1263 905 1766 926</box>
courtage-intro: Établi par la Chambre Syndicale en exécution de l'Art. 38 du Décret du 7 Oct. 1890, de l'Art. 1er du Décret du 30 Mars 1934 et de l'Art. 1er du Décret du 25 Mars 1935 <box>750 293 1233 315</box>
agent-text: DOSCH (Joseph-Henri), 14, r. Notre-Dame-des-Victoires (2e). — Gutenberg 42-84 (Quatre lignes). <box>1291 665 1710 675</box>
agent-year: 1932 <box>1263 1264 1286 1274</box>
chambre-line: Cabinet des Commis des Charges : Gutenberg 76-40 (Deux lignes). <box>1267 1983 1568 1993</box>
agent-entry <box>1291 1157 1766 1168</box>
tirage-row: 1 — Obl. Matériel Agricole et industriel 5 % ..... 4 1/12/37 ... 13 — <box>221 1382 477 1392</box>
chambre-line: Service des Charges en Bourse : Gutenberg 92-00 (Huit lignes). <box>1267 1994 1554 2004</box>
agents-list <box>1263 307 1766 1884</box>
tirage-row: 24 — Obl. Midi 6 % .............................. 1250 25/11/37 998 .. 3 — <box>221 1219 472 1229</box>
agent-year: 1924 <box>1263 856 1286 866</box>
coupon-port2: 39 .. <box>638 315 724 359</box>
agent-year: 1929 <box>1263 1084 1286 1093</box>
agent-text: LE GUAY (Robert-Marie-Albert), ✠, ✠, 23, rue de Choiseul (2e). — Richelieu 62-91 (Quatre lignes). Inter Richelieu 160. <box>1291 1265 1738 1285</box>
agent-text: DENANT (Louis-Germain-François), 10, rue Vivienne (2e). — Gut. 85-80 (Sept lignes). Inter Gutenberg 58. <box>1291 1433 1749 1442</box>
agent-text: JACOB (Louis-Édouard), C. ✠, Syndic, 20, rue Drouot (9e). — Provence 99-70 99-71 99-72 99-73 99-74 99-75. Inter Provence 137 138. <box>1291 307 1760 328</box>
tirage-row: 25 — Obl. — 2 ½ % 1910 et demies ....... 38 1/12/37 Lots m. imp. 6 — <box>221 1238 490 1247</box>
tirage-row: 22 — Obl. Foncières 2.80 % 1895 .................. 56 15/10/37 Lots m. imp. 10 — <box>221 1174 519 1183</box>
agent-text: STEPHEN-RIBES (François), ✠, 1, r. Taitbout (9e). — Provence 77-25 (Trois lignes). <box>1291 391 1650 401</box>
agent-text: SARGENTON (Charles-Hubert-Frédéric), ✠, 25, avenue de l'Opéra (1er). — Opéra 49-98 (Trois lignes). <box>1291 1336 1733 1346</box>
tirage-row: 8 — Bons Nord 5 % 1936 .......................... 67 1/12/37 ... 20 — <box>221 1500 461 1509</box>
agent-entry <box>1291 617 1766 627</box>
agent-entry <box>1291 1457 1766 1479</box>
agent-entry <box>1263 475 1766 497</box>
agent-text: COCTEAU (Paul-Émile-Albert), ✠, 26, rue de Choiseul (2e). — Richelieu 56-20 (Sept lignes). Inter Richelieu 156 157 158 159. <box>1291 499 1752 519</box>
agent-entry <box>1291 1048 1766 1059</box>
